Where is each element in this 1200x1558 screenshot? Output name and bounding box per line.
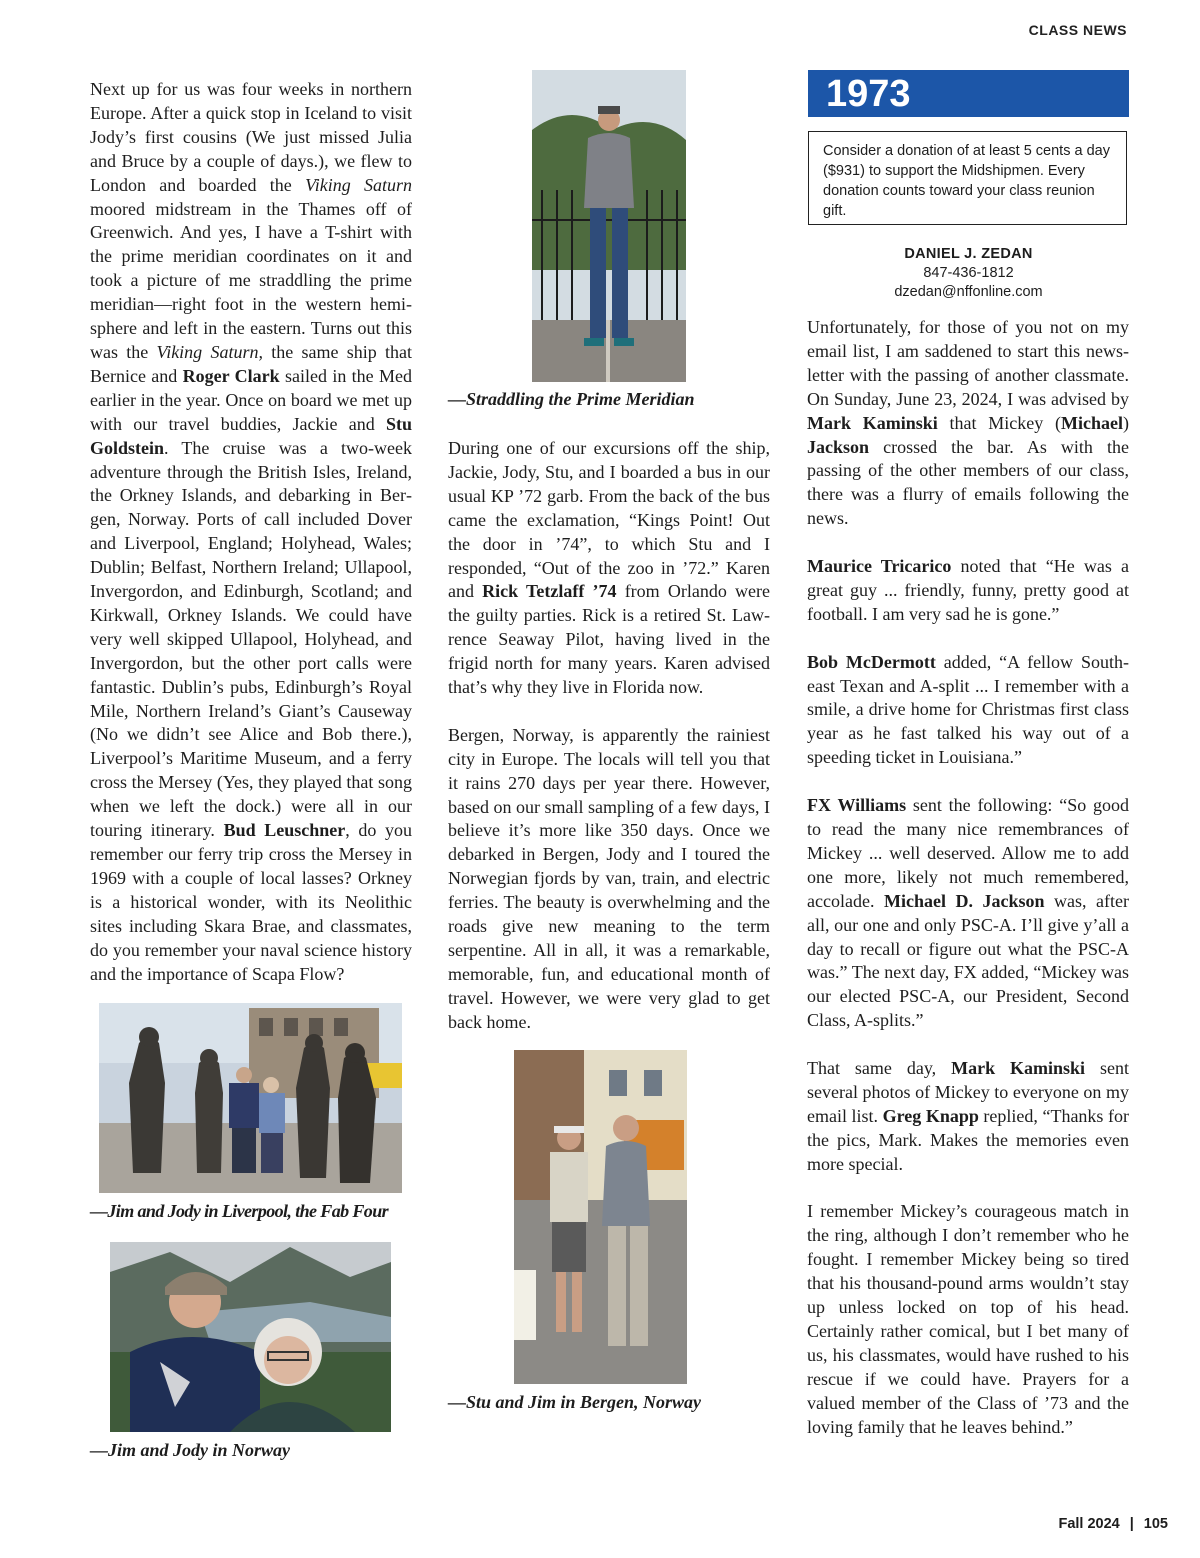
text-run: During one of our excursions off the ship, Jackie, Jody, Stu, and I boarded a bus in our usual KP ’72 garb. From the back of the bus came the exclamation, “Kings Point! Out the door in ’74”, to which Stu and I responded, “Out of the zoo in ’72.” Karen and: [448, 438, 770, 602]
text-run: crossed the bar. As with the passing of the other members of our class, there was a flurry of emails following the news.: [807, 436, 1129, 529]
bold-name: Michael: [1061, 412, 1123, 433]
text-run: added, “A fellow Southeast Texan and A-split ... I remember with a smile, a drive home for Christmas first class year as he fast talked his way out of a speeding ticket in Louisiana.”: [807, 651, 1129, 768]
col1-paragraph-1: [90, 78, 412, 986]
footer-separator: |: [1129, 1516, 1134, 1532]
text-run: that Mickey (: [937, 412, 1062, 433]
col3-paragraph-2: [807, 555, 1129, 627]
column-3: [807, 316, 1129, 1463]
col2-paragraph-2: [448, 724, 770, 1035]
bergen-photo-illustration: [514, 1050, 687, 1384]
bold-name: Mark Kaminski: [951, 1058, 1086, 1079]
col3-paragraph-6: [807, 1200, 1129, 1439]
caption-liverpool: —Jim and Jody in Liverpool, the Fab Four: [90, 1201, 389, 1221]
page-footer: [1058, 1516, 1168, 1532]
text-run: , do you remember our ferry trip cross the Mersey in 1969 with a couple of local lasses? Orkney is a historical wonder, with its Neolithic sites including Skara Brae, and classmates, do you remember your naval science history and the importance of Scapa Flow?: [90, 820, 413, 984]
col3-paragraph-5: [807, 1057, 1129, 1177]
text-run: from Orlando were the guilty parties. Rick is a retired St. Lawrence Seaway Pilot, having lived in the frigid north for many years. Karen advised that’s why they live in Florida now.: [448, 581, 770, 698]
text-run: ): [1123, 412, 1129, 433]
class-correspondent: [808, 245, 1129, 302]
meridian-photo-illustration: [532, 70, 686, 382]
text-run: I remember Mickey’s courageous match in the ring, although I don’t remember who he fought. I remember Mickey being so tired that his thousand-pound arms wouldn’t stay up unless locked on top of his head. Certainly rather comical, but I bet many of us, his classmates, would have rushed to his rescue if we could have. Prayers for a valued member of the Class of ’73 and the loving family that he leaves behind.”: [807, 1201, 1129, 1437]
class-year: 1973: [826, 73, 911, 115]
issue-label: Fall 2024: [1058, 1516, 1120, 1532]
photo-norway: [110, 1242, 391, 1432]
italic-text: Viking Saturn,: [156, 341, 263, 362]
text-run: sailed in the Med earlier in the year. Once on board we met up with our travel buddies, Jackie and: [90, 365, 412, 434]
page-number: 105: [1143, 1516, 1168, 1532]
text-run: the same ship that Bernice and: [90, 341, 413, 386]
correspondent-email: dzedan@nffonline.com: [894, 284, 1043, 300]
text-run: Next up for us was four weeks in northern Europe. After a quick stop in Iceland to visit Jody’s first cousins (We just missed Julia and Bruce by a couple of days.), we flew to London and boarded the: [90, 79, 412, 195]
bold-name: Greg Knapp: [882, 1105, 979, 1126]
correspondent-name: DANIEL J. ZEDAN: [904, 246, 1033, 262]
col3-paragraph-3: [807, 651, 1129, 771]
text-run: . The cruise was a two-week adventure through the British Isles, Ireland, the Orkney Islands, and debarking in Bergen, Norway. Ports of call included Dover and Liverpool, England; Holyhead, Wales; Dublin; Belfast, Northern Ireland; Ullapool, Invergordon, and Edinburgh, Scotland; and Kirkwall, Orkney Islands. We could have very well skipped Ullapool, Holyhead, and Invergordon, but the other port calls were fantastic. Dublin’s pubs, Edinburgh’s Royal Mile, Northern Ireland’s Giant’s Causeway (No we didn’t see Alice and Bob there.), Liverpool’s Maritime Museum, and a ferry cross the Mersey (Yes, they played that song when we left the dock.) were all in our touring itinerary.: [90, 437, 412, 841]
bold-name: Maurice Tricarico: [807, 556, 952, 577]
bold-name: FX Williams: [807, 795, 907, 816]
section-header: CLASS NEWS: [1028, 22, 1127, 38]
text-run: Unfortunately, for those of you not on my email list, I am saddened to start this newsletter with the passing of another classmate. On Sunday, June 23, 2024, I was advised by: [807, 317, 1129, 409]
donation-box: Consider a donation of at least 5 cents a day ($931) to support the Midshipmen. Every donation counts toward your class reunion gift.: [808, 131, 1127, 225]
caption-bergen: —Stu and Jim in Bergen, Norway: [448, 1392, 702, 1412]
col2-paragraph-1: [448, 437, 770, 700]
text-run: moored midstream in the Thames off of Greenwich. And yes, I have a T-shirt with the prime meridian coordinates on it and took a picture of me straddling the prime meridian—right foot in the western hemisphere and left in the eastern. Turns out this was the: [90, 198, 412, 362]
bold-name: Bob McDermott: [807, 651, 936, 672]
text-run: sent several photos of Mickey to everyone on my email list.: [807, 1058, 1129, 1126]
correspondent-phone: 847-436-1812: [923, 265, 1014, 281]
text-run: was, after all, our one and only PSC-A. I’ll give y’all a day to recall or figure out what the PSC-A was.” The next day, FX added, “Mickey was our elected PSC-A, our President, Second Class, A-splits.”: [807, 890, 1129, 1031]
caption-meridian: —Straddling the Prime Meridian: [448, 389, 695, 409]
photo-liverpool-fab-four: [99, 1003, 402, 1193]
liverpool-photo-illustration: [99, 1003, 402, 1193]
text-run: sent the following: “So good to read the many nice remembrances of Mickey ... well deserved. Allow me to add one more, likely not much remembered, accolade.: [807, 795, 1129, 911]
class-year-banner: [808, 70, 1129, 117]
bold-name: Michael D. Jackson: [883, 890, 1045, 911]
photo-bergen: [514, 1050, 687, 1384]
bold-name: Stu Goldstein: [90, 413, 412, 458]
bold-name: Bud Leuschner: [223, 820, 346, 841]
column-2: [448, 437, 770, 1059]
bold-name: Roger Clark: [182, 365, 280, 386]
text-run: replied, “Thanks for the pics, Mark. Makes the memories even more special.: [807, 1105, 1129, 1174]
bold-name: Jackson: [807, 436, 870, 457]
text-run: Bergen, Norway, is apparently the rainiest city in Europe. The locals will tell you that it rains 270 days per year there. However, based on our small sampling of a few days, I believe it’s more like 350 days. Once we debarked in Bergen, Jody and I toured the Norwegian fjords by van, train, and electric ferries. The beauty is overwhelming and the roads give new meaning to the term serpentine. All in all, it was a remarkable, memorable, fun, and educational month of travel. However, we were very glad to get back home.: [448, 724, 770, 1032]
col3-paragraph-4: [807, 794, 1129, 1033]
bold-name: Rick Tetzlaff ’74: [482, 581, 617, 602]
caption-norway: —Jim and Jody in Norway: [90, 1440, 291, 1460]
column-1: [90, 78, 412, 1010]
italic-text: Viking Saturn: [305, 174, 412, 195]
text-run: noted that “He was a great guy ... friendly, funny, pretty good at football. I am very sad he is gone.”: [807, 556, 1129, 624]
col3-paragraph-1: [807, 316, 1129, 531]
norway-photo-illustration: [110, 1242, 391, 1432]
bold-name: Mark Kaminski: [807, 412, 938, 433]
photo-prime-meridian: [532, 70, 686, 382]
text-run: That same day,: [807, 1058, 952, 1079]
